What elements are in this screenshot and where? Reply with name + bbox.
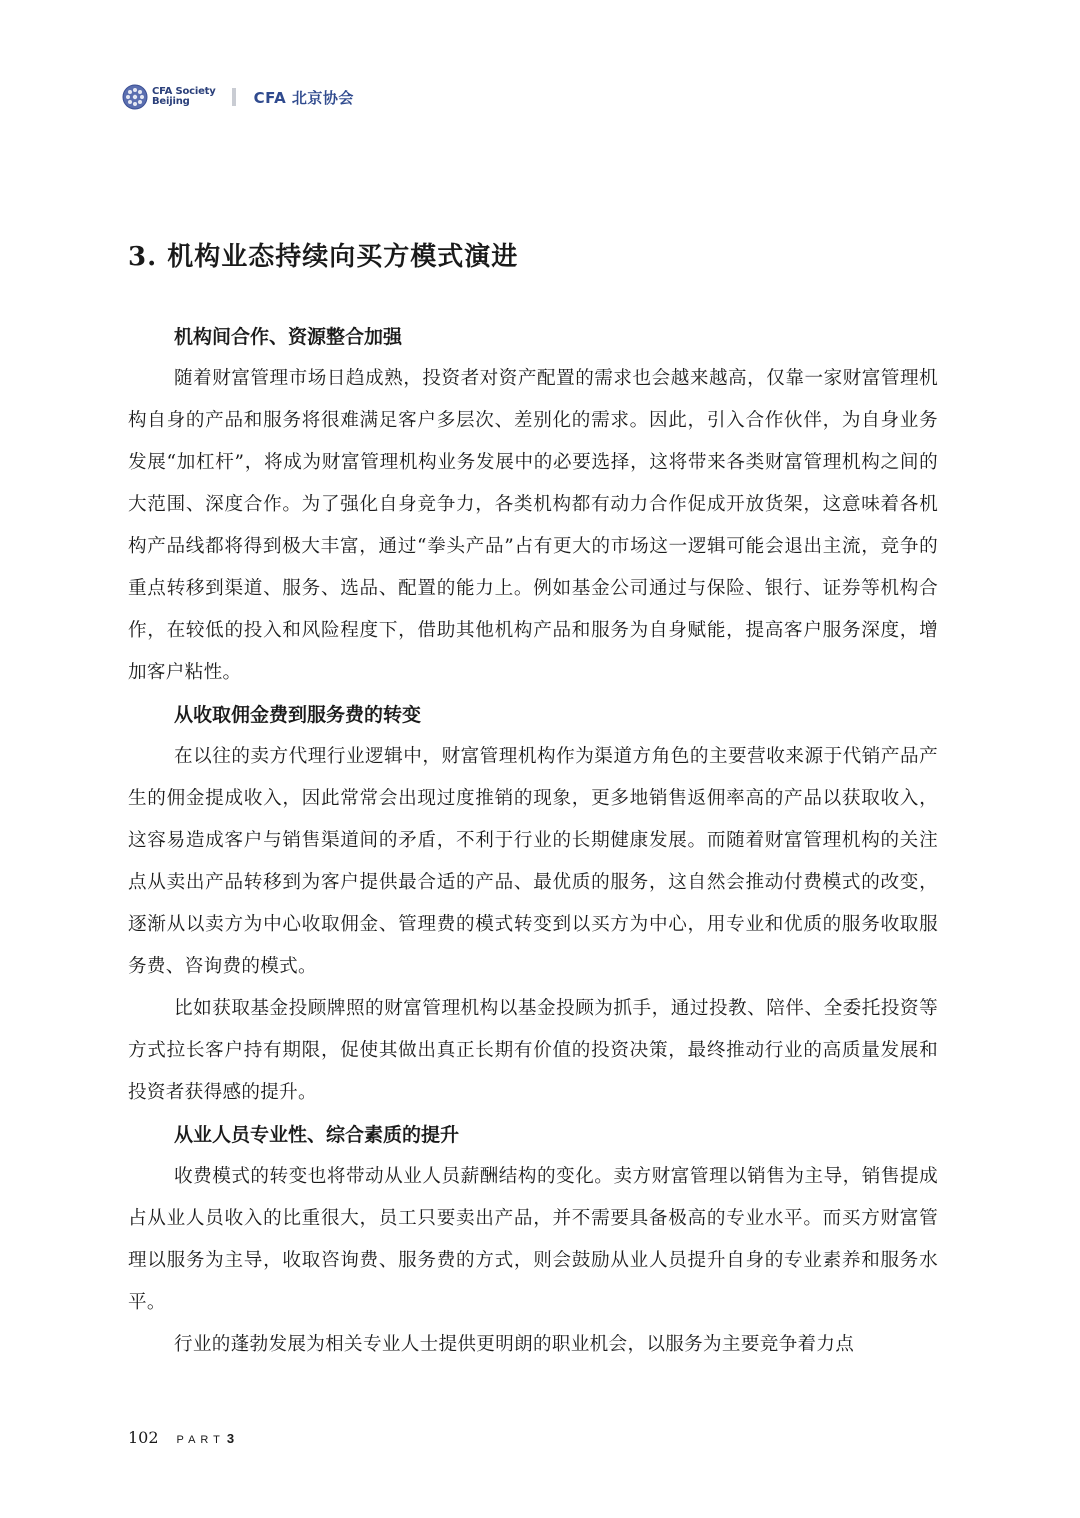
logo-line1: CFA Society [152, 86, 216, 97]
logo-line2: Beijing [152, 96, 190, 107]
part-number: 3 [226, 1431, 235, 1446]
subheading: 从收取佣金费到服务费的转变 [174, 704, 422, 726]
subheading: 从业人员专业性、综合素质的提升 [174, 1124, 460, 1146]
header-title: CFA 北京协会 [253, 88, 354, 107]
article-body [128, 316, 938, 1366]
section-title: 3. 机构业态持续向买方模式演进 [128, 242, 519, 272]
paragraph: 随着财富管理市场日趋成熟，投资者对资产配置的需求也会越来越高，仅靠一家财富管理机构自身的产品和服务将很难满足客户多层次、差别化的需求。因此，引入合作伙伴，为自身业务发展“加杠杆”，将成为财富管理机构业务发展中的必要选择，这将带来各类财富管理机构之间的大范围、深度合作。为了强化自身竞争力，各类机构都有动力合作促成开放货架，这意味着各机构产品线都将得到极大丰富，通过“拳头产品”占有更大的市场这一逻辑可能会退出主流，竞争的重点转移到渠道、服务、选品、配置的能力上。例如基金公司通过与保险、银行、证券等机构合作，在较低的投入和风险程度下，借助其他机构产品和服务为自身赋能，提高客户服务深度，增加客户粘性。 [128, 368, 938, 683]
page-number: 102 [128, 1428, 159, 1447]
part-label: PART [176, 1434, 225, 1446]
page-footer [128, 1428, 234, 1447]
subheading: 机构间合作、资源整合加强 [174, 326, 403, 348]
page-header [122, 82, 354, 112]
cfa-globe-logo-icon [122, 84, 148, 110]
paragraph: 收费模式的转变也将带动从业人员薪酬结构的变化。卖方财富管理以销售为主导，销售提成占从业人员收入的比重很大，员工只要卖出产品，并不需要具备极高的专业水平。而买方财富管理以服务为主导，收取咨询费、服务费的方式，则会鼓励从业人员提升自身的专业素养和服务水平。 [128, 1166, 938, 1313]
paragraph: 行业的蓬勃发展为相关专业人士提供更明朗的职业机会，以服务为主要竞争着力点 [174, 1334, 855, 1355]
header-divider [232, 88, 236, 106]
paragraph: 在以往的卖方代理行业逻辑中，财富管理机构作为渠道方角色的主要营收来源于代销产品产生的佣金提成收入，因此常常会出现过度推销的现象，更多地销售返佣率高的产品以获取收入，这容易造成客户与销售渠道间的矛盾，不利于行业的长期健康发展。而随着财富管理机构的关注点从卖出产品转移到为客户提供最合适的产品、最优质的服务，这自然会推动付费模式的改变，逐渐从以卖方为中心收取佣金、管理费的模式转变到以买方为中心，用专业和优质的服务收取服务费、咨询费的模式。 [128, 746, 938, 977]
logo-wordmark [152, 87, 216, 107]
paragraph: 比如获取基金投顾牌照的财富管理机构以基金投顾为抓手，通过投教、陪伴、全委托投资等方式拉长客户持有期限，促使其做出真正长期有价值的投资决策，最终推动行业的高质量发展和投资者获得感的提升。 [128, 998, 938, 1103]
